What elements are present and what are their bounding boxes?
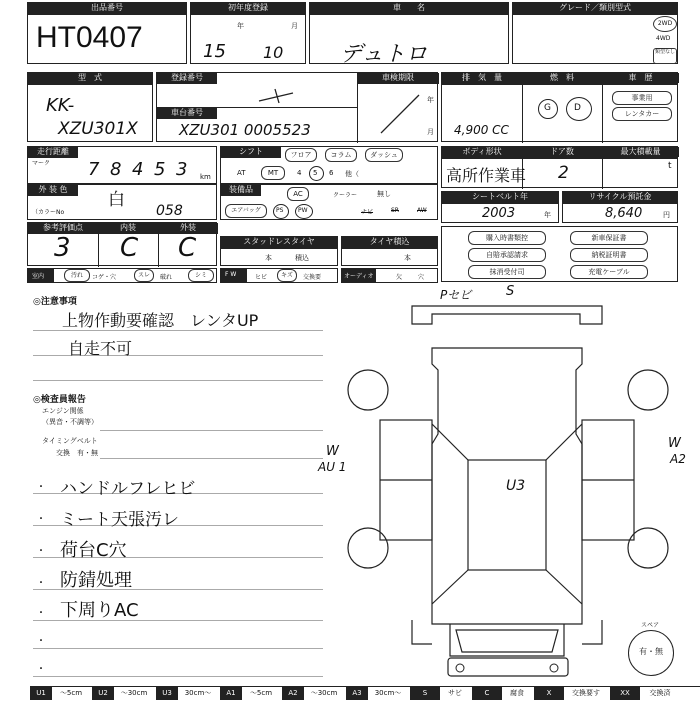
- lights-right: [550, 664, 558, 672]
- rear-bumper: [412, 306, 602, 324]
- mileage-digit-2: 8: [110, 159, 122, 180]
- legend-code-a2: A2: [282, 687, 304, 700]
- studless-box: [220, 236, 338, 266]
- fw-scratch: キズ: [277, 269, 297, 282]
- rating-label: 参考評価点: [28, 223, 98, 233]
- engine-box: [441, 72, 678, 142]
- report-bullet-5: ・: [36, 608, 46, 619]
- equip-ps: PS: [276, 207, 284, 214]
- studless-loaded: 積込: [295, 254, 309, 262]
- interior-cond-label: 室内: [32, 273, 45, 280]
- diagram-center-mark: U3: [506, 478, 526, 494]
- body-div-2: [602, 158, 603, 189]
- legend-text-u1: ～5cm: [59, 689, 83, 697]
- bed-diag-bl: [432, 570, 468, 604]
- doc-charge-cable: 充電ケーブル: [570, 265, 648, 279]
- year-unit: 年: [237, 22, 244, 30]
- caution-line-1: 上物作動要確認 レンタUP: [62, 311, 259, 330]
- displacement-label: 排 気 量: [442, 73, 522, 83]
- seatbelt-label: シートベルト年: [442, 192, 558, 202]
- interior-grade-value: C: [120, 233, 139, 263]
- diagram-right-mark-2: A2: [670, 452, 686, 466]
- shift-6: 6: [329, 169, 334, 177]
- first-reg-year: 15: [203, 41, 226, 62]
- shift-dash: ダッシュ: [365, 148, 403, 162]
- cargo-bed: [468, 460, 546, 570]
- timing-exchange: 交換 有・無: [56, 449, 98, 457]
- month-unit: 月: [291, 22, 298, 30]
- inspection-strike-mark: [377, 91, 423, 137]
- interior-cond-stain: シミ: [188, 269, 214, 282]
- bed-diag-br: [546, 570, 582, 604]
- cab-window: [456, 630, 558, 652]
- docs-box: [441, 226, 678, 282]
- interior-cond-dirt: 汚れ: [64, 269, 90, 282]
- diagram-left-mark: W: [326, 444, 339, 459]
- model-value-2: XZU301X: [58, 119, 138, 139]
- mileage-digit-5: 3: [176, 159, 188, 180]
- mileage-mark: マーク: [32, 160, 51, 167]
- inspection-divider: [357, 73, 358, 143]
- legend-text-a1: ～5cm: [249, 689, 273, 697]
- model-label: 型 式: [28, 73, 152, 83]
- inspection-label: 車検期限: [357, 73, 439, 83]
- lights-left: [456, 664, 464, 672]
- legend-code-a1: A1: [220, 687, 242, 700]
- bed-diag-tl: [432, 424, 468, 460]
- shift-4: 4: [297, 169, 302, 177]
- equip-ac: AC: [287, 187, 309, 201]
- doc-tax: 納税証明書: [570, 248, 648, 262]
- shift-5: 5: [313, 169, 318, 177]
- first-reg-label: 初年度登録: [191, 3, 305, 13]
- wheel-front-left: [348, 528, 388, 568]
- doc-warranty: 新車保証書: [570, 231, 648, 245]
- report-rule-9: [33, 676, 323, 677]
- color-label: 外 装 色: [28, 185, 78, 195]
- shift-column: コラム: [325, 148, 357, 162]
- engine-label: エンジン関係: [42, 407, 84, 415]
- cab-outline: [450, 624, 564, 656]
- body-label: ボディ形状: [442, 147, 522, 157]
- use-label: 車 歴: [602, 73, 679, 83]
- seatbelt-box: [441, 191, 559, 223]
- displacement-value: 4,900 CC: [454, 123, 509, 137]
- wheel-rear-right: [628, 370, 668, 410]
- legend-code-u2: U2: [92, 687, 114, 700]
- report-item-5: 下周りAC: [60, 600, 139, 621]
- interior-cond-tear: 破れ: [160, 274, 173, 281]
- doors-label: ドア数: [522, 147, 602, 157]
- mileage-digit-3: 4: [132, 159, 144, 180]
- mileage-box: [27, 146, 217, 184]
- caution-line-3-rule: [33, 380, 323, 381]
- legend-code-u1: U1: [30, 687, 52, 700]
- use-business: 事業用: [612, 91, 672, 105]
- chassis-label: 車台番号: [157, 108, 217, 118]
- car-name: デュトロ: [340, 42, 428, 67]
- diagram-left-mark-2: AU 1: [318, 460, 347, 474]
- spare-label: スペア: [641, 622, 660, 629]
- doc-purchase: 購入時書類控: [468, 231, 546, 245]
- capacity-unit: t: [668, 161, 672, 171]
- wheel-front-right: [628, 528, 668, 568]
- recycle-value: 8,640: [605, 206, 643, 221]
- color-value: 白: [108, 190, 125, 210]
- fuel-d: D: [574, 103, 581, 113]
- report-rule-1: [100, 430, 323, 431]
- legend-code-s: S: [410, 687, 440, 700]
- mileage-unit: km: [200, 173, 211, 181]
- doc-deregistration: 抹消受付司: [468, 265, 546, 279]
- drive-unknown: 類型なし: [653, 48, 677, 64]
- shift-mt: MT: [261, 166, 285, 180]
- audio-missing: 欠: [396, 274, 403, 281]
- legend-code-a3: A3: [346, 687, 368, 700]
- spare-value: 有・無: [639, 647, 663, 656]
- mileage-digit-4: 5: [154, 159, 166, 180]
- inspector-label: ◎検査員報告: [33, 395, 86, 405]
- mileage-label: 走行距離: [28, 147, 78, 157]
- diagram-top-mark: S: [506, 284, 515, 299]
- color-no-label: （カラーNo: [32, 209, 65, 216]
- equipment-box: [220, 184, 438, 220]
- engine-sub: （異音・不調等）: [42, 418, 98, 426]
- insp-year-unit: 年: [427, 96, 434, 104]
- legend-text-xx: 交換済: [649, 689, 671, 697]
- shift-label: シフト: [221, 147, 281, 157]
- report-bullet-6: ・: [36, 636, 46, 647]
- report-item-3: 荷台C穴: [60, 540, 127, 561]
- audio-hole: 穴: [418, 274, 425, 281]
- bed-diag-tr: [546, 424, 582, 460]
- drive-4wd: 4WD: [656, 35, 671, 42]
- timing-label: タイミングベルト: [42, 437, 98, 445]
- fw-box: [220, 268, 338, 283]
- studless-unit: 本: [265, 254, 272, 262]
- equip-sr: SR: [391, 207, 399, 214]
- car-name-box: [309, 2, 509, 67]
- wheel-rear-left: [348, 370, 388, 410]
- rating-box: [27, 222, 217, 266]
- equip-cooler: クーラー: [333, 192, 358, 199]
- first-reg-box: [190, 2, 306, 64]
- report-item-2: ミート天張汚レ: [60, 510, 179, 530]
- report-bullet-7: ・: [36, 664, 46, 675]
- legend-code-c: C: [472, 687, 502, 700]
- equip-aw: AW: [417, 207, 427, 214]
- audio-label: オーディオ: [344, 273, 374, 280]
- car-name-label: 車 名: [310, 3, 508, 13]
- rating-value: 3: [54, 233, 71, 263]
- body-value: 高所作業車: [446, 166, 527, 185]
- report-item-4: 防錆処理: [60, 570, 132, 591]
- tire-box: [341, 236, 438, 266]
- seatbelt-unit: 年: [544, 211, 551, 219]
- fuel-label: 燃 料: [522, 73, 602, 83]
- grade-box: [512, 2, 678, 64]
- equip-pw: PW: [298, 207, 308, 214]
- report-rule-8: [33, 648, 323, 649]
- model-value-1: KK-: [46, 95, 75, 116]
- caution-label: ◎注意事項: [33, 297, 77, 307]
- legend-text-u2: ～30cm: [120, 689, 148, 697]
- exterior-grade-value: C: [178, 233, 197, 263]
- reg-no-label: 登録番号: [157, 73, 217, 83]
- chassis-value: XZU301 0005523: [179, 121, 311, 139]
- legend-text-x: 交換要す: [572, 689, 600, 697]
- doors-value: 2: [558, 163, 569, 183]
- doc-insurance: 自賠承認請求: [468, 248, 546, 262]
- legend-text-u3: 30cm～: [184, 689, 212, 697]
- capacity-label: 最大積載量: [602, 147, 679, 157]
- interior-cond-burn: コゲ・穴: [92, 274, 117, 281]
- shift-box: [220, 146, 438, 184]
- equip-label: 装備品: [221, 185, 261, 195]
- shift-floor: フロア: [285, 148, 317, 162]
- seatbelt-value: 2003: [482, 206, 516, 221]
- report-rule-2: [100, 458, 323, 459]
- lot-number-box: [27, 2, 187, 64]
- tire-unit: 本: [404, 254, 411, 262]
- rating-div-1: [98, 234, 99, 267]
- fuel-g: G: [544, 103, 551, 113]
- engine-div-1: [522, 84, 523, 143]
- legend-code-u3: U3: [156, 687, 178, 700]
- caution-line-2: 自走不可: [68, 339, 133, 358]
- rating-div-2: [158, 234, 159, 267]
- diagram-top-label: Pセビ: [440, 288, 472, 302]
- report-bullet-2: ・: [36, 514, 46, 525]
- grade-label: グレード／類別型式: [513, 3, 677, 13]
- registration-box: [156, 72, 438, 142]
- report-item-1: ハンドルフレヒビ: [60, 479, 196, 499]
- use-rental: レンタカー: [612, 107, 672, 121]
- body-box: [441, 146, 678, 188]
- tire-label: タイヤ積込: [342, 237, 437, 247]
- interior-grade-label: 内装: [98, 223, 158, 233]
- fw-label: F W: [225, 271, 237, 278]
- mileage-digit-1: 7: [88, 159, 100, 180]
- legend-text-c: 腐食: [510, 689, 524, 697]
- color-no-value: 058: [156, 203, 183, 219]
- legend-code-xx: XX: [610, 687, 640, 700]
- drive-2wd: 2WD: [653, 16, 677, 32]
- diagram-right-mark: W: [668, 436, 681, 451]
- lot-number: HT0407: [36, 21, 143, 54]
- color-box: [27, 184, 217, 220]
- first-reg-month: 10: [263, 43, 284, 62]
- report-bullet-1: ・: [36, 482, 46, 493]
- engine-div-2: [602, 84, 603, 143]
- lot-label: 出品番号: [28, 3, 186, 13]
- legend-text-a2: ～30cm: [310, 689, 338, 697]
- interior-condition-box: [27, 268, 217, 283]
- model-box: [27, 72, 153, 142]
- legend-text-s: サビ: [448, 689, 462, 697]
- recycle-box: [562, 191, 678, 223]
- recycle-label: リサイクル預託金: [563, 192, 677, 202]
- equip-airbag: エアバッグ: [225, 204, 267, 218]
- report-bullet-4: ・: [36, 578, 46, 589]
- studless-label: スタッドレスタイヤ: [221, 237, 337, 247]
- interior-cond-scuff: スレ: [134, 269, 154, 282]
- legend-text-a3: 30cm～: [374, 689, 402, 697]
- shift-other: 他（: [345, 170, 359, 178]
- reg-strike-mark: [257, 87, 297, 107]
- fw-crack: ヒビ: [255, 274, 268, 281]
- recycle-unit: 円: [663, 211, 670, 219]
- audio-box: [341, 268, 438, 283]
- equip-navi: ナビ: [361, 209, 374, 216]
- shift-at: AT: [237, 169, 246, 177]
- insp-month-unit: 月: [427, 128, 434, 136]
- equip-none: 無し: [377, 190, 391, 198]
- fw-replace: 交換要: [303, 274, 322, 281]
- legend-code-x: X: [534, 687, 564, 700]
- report-bullet-3: ・: [36, 546, 46, 557]
- exterior-grade-label: 外装: [158, 223, 218, 233]
